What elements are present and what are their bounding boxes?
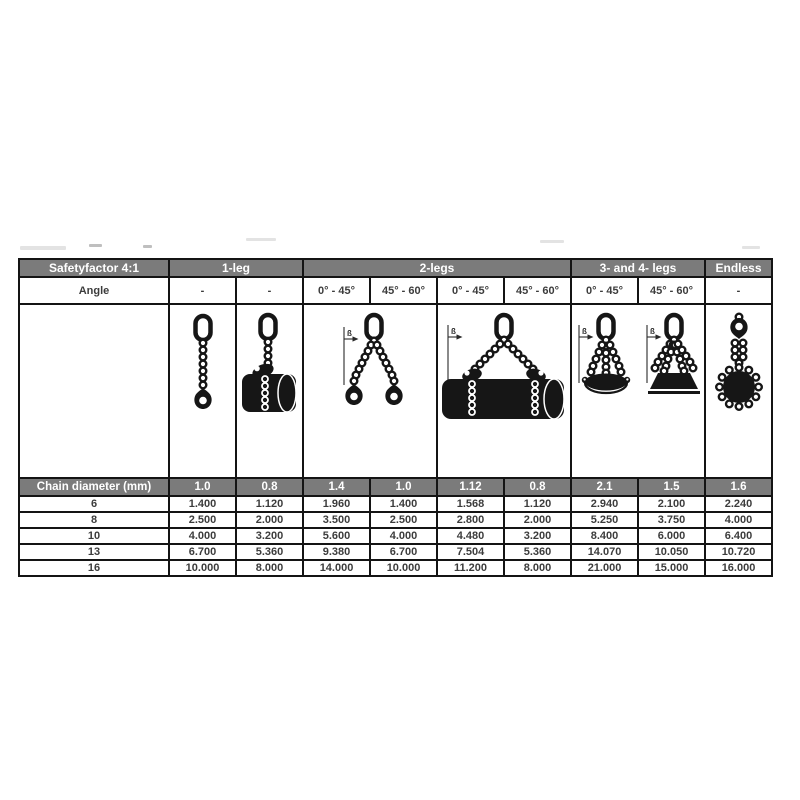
capacity-cell: 5.360 — [504, 544, 571, 560]
capacity-cell: 6.700 — [370, 544, 437, 560]
capacity-cell: 6.400 — [705, 528, 772, 544]
table-row — [19, 560, 772, 576]
diameter-cell: 16 — [19, 560, 169, 576]
two-leg-drum-basket-icon — [438, 311, 570, 423]
capacity-cell: 1.400 — [370, 496, 437, 512]
chain-sling-capacity-table — [18, 258, 773, 577]
diagram-cell — [169, 304, 236, 478]
capacity-cell: 1.400 — [169, 496, 236, 512]
factor-cell: 1.0 — [169, 478, 236, 496]
angle-cell: 45° - 60° — [638, 277, 705, 304]
factor-cell: 1.6 — [705, 478, 772, 496]
diameter-cell: 13 — [19, 544, 169, 560]
page-artifact-mark — [89, 244, 102, 247]
factor-row — [19, 478, 772, 496]
capacity-cell: 14.070 — [571, 544, 638, 560]
group-header-2-legs: 2-legs — [303, 259, 571, 277]
factor-cell: 0.8 — [236, 478, 303, 496]
capacity-cell: 4.480 — [437, 528, 504, 544]
endless-chain-sling-icon — [709, 311, 769, 423]
capacity-cell: 11.200 — [437, 560, 504, 576]
diagram-cell — [571, 304, 705, 478]
capacity-cell: 15.000 — [638, 560, 705, 576]
diameter-cell: 6 — [19, 496, 169, 512]
capacity-cell: 2.940 — [571, 496, 638, 512]
table-row — [19, 496, 772, 512]
diagram-cell — [705, 304, 772, 478]
capacity-cell: 16.000 — [705, 560, 772, 576]
capacity-cell: 3.500 — [303, 512, 370, 528]
factor-cell: 1.4 — [303, 478, 370, 496]
capacity-cell: 1.120 — [236, 496, 303, 512]
table-row — [19, 544, 772, 560]
factor-cell: 2.1 — [571, 478, 638, 496]
four-leg-plate-sling-icon — [640, 311, 704, 423]
diameter-cell: 10 — [19, 528, 169, 544]
angle-cell: 0° - 45° — [571, 277, 638, 304]
one-leg-choke-drum-icon — [238, 311, 302, 423]
capacity-cell: 1.568 — [437, 496, 504, 512]
capacity-cell: 2.000 — [236, 512, 303, 528]
capacity-cell: 2.500 — [370, 512, 437, 528]
capacity-cell: 3.200 — [504, 528, 571, 544]
diagram-cell — [437, 304, 571, 478]
capacity-cell: 2.800 — [437, 512, 504, 528]
page-artifact-mark — [143, 245, 152, 248]
capacity-cell: 2.100 — [638, 496, 705, 512]
angle-cell: 45° - 60° — [504, 277, 571, 304]
capacity-cell: 9.380 — [303, 544, 370, 560]
capacity-cell: 8.400 — [571, 528, 638, 544]
diagram-row — [19, 304, 772, 478]
table-row — [19, 528, 772, 544]
page-artifact-mark — [246, 238, 276, 241]
capacity-cell: 2.500 — [169, 512, 236, 528]
group-header-row — [19, 259, 772, 277]
capacity-cell: 7.504 — [437, 544, 504, 560]
three-leg-plate-sling-icon — [572, 311, 636, 423]
capacity-cell: 6.700 — [169, 544, 236, 560]
diagram-cell — [303, 304, 437, 478]
diagram-cell — [236, 304, 303, 478]
safety-factor-header: Safetyfactor 4:1 — [19, 259, 169, 277]
capacity-cell: 5.250 — [571, 512, 638, 528]
factor-row-label: Chain diameter (mm) — [19, 478, 169, 496]
page-artifact-mark — [742, 246, 760, 249]
page-artifact-mark — [20, 246, 66, 250]
capacity-cell: 1.120 — [504, 496, 571, 512]
one-leg-sling-icon — [173, 311, 233, 423]
angle-cell: 0° - 45° — [303, 277, 370, 304]
capacity-cell: 2.000 — [504, 512, 571, 528]
group-header-endless: Endless — [705, 259, 772, 277]
capacity-cell: 2.240 — [705, 496, 772, 512]
capacity-cell: 6.000 — [638, 528, 705, 544]
capacity-cell: 14.000 — [303, 560, 370, 576]
capacity-cell: 10.000 — [370, 560, 437, 576]
capacity-cell: 8.000 — [236, 560, 303, 576]
capacity-cell: 1.960 — [303, 496, 370, 512]
capacity-cell: 4.000 — [705, 512, 772, 528]
capacity-cell: 4.000 — [169, 528, 236, 544]
capacity-cell: 10.000 — [169, 560, 236, 576]
factor-cell: 1.12 — [437, 478, 504, 496]
capacity-cell: 4.000 — [370, 528, 437, 544]
diagram-empty-cell — [19, 304, 169, 478]
angle-cell: 0° - 45° — [437, 277, 504, 304]
angle-row-label: Angle — [19, 277, 169, 304]
capacity-cell: 3.750 — [638, 512, 705, 528]
angle-cell: - — [705, 277, 772, 304]
table-row — [19, 512, 772, 528]
angle-cell: 45° - 60° — [370, 277, 437, 304]
capacity-cell: 5.600 — [303, 528, 370, 544]
capacity-cell: 5.360 — [236, 544, 303, 560]
group-header-3-4-legs: 3- and 4- legs — [571, 259, 705, 277]
angle-cell: - — [169, 277, 236, 304]
factor-cell: 1.5 — [638, 478, 705, 496]
factor-cell: 0.8 — [504, 478, 571, 496]
page-artifact-mark — [540, 240, 564, 243]
capacity-cell: 3.200 — [236, 528, 303, 544]
diameter-cell: 8 — [19, 512, 169, 528]
two-leg-sling-icon — [334, 311, 406, 423]
capacity-cell: 8.000 — [504, 560, 571, 576]
group-header-1-leg: 1-leg — [169, 259, 303, 277]
capacity-cell: 10.050 — [638, 544, 705, 560]
capacity-cell: 21.000 — [571, 560, 638, 576]
factor-cell: 1.0 — [370, 478, 437, 496]
angle-row — [19, 277, 772, 304]
capacity-cell: 10.720 — [705, 544, 772, 560]
angle-cell: - — [236, 277, 303, 304]
